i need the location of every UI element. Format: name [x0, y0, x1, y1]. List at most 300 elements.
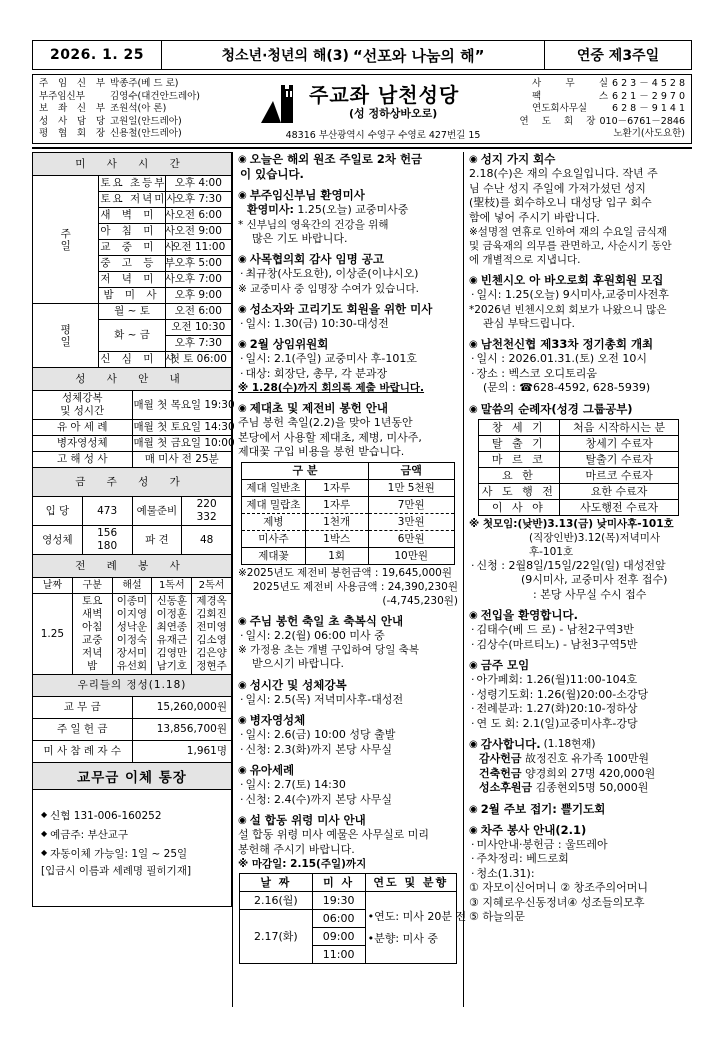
notice-line — [469, 838, 688, 853]
notice-line — [469, 352, 688, 367]
donation-line — [469, 781, 688, 796]
clergy-row: 보 좌 신 부 조원석(아 론) — [39, 103, 167, 115]
liturgy-second-readers — [192, 594, 232, 675]
notice-text: 일시: 1.25(오늘) 9시미사,교중미사전후 — [476, 288, 669, 301]
bullet-icon: ◆ — [41, 848, 48, 857]
notice-heading-text: 2월 주보 접기: 쁠기도회 — [480, 801, 606, 816]
memorial-time: 09:00 — [312, 928, 365, 946]
mass-name: 중 고 등 부 — [99, 256, 165, 272]
col-reading1: 1독서 — [152, 578, 192, 594]
notice-line — [238, 778, 458, 793]
dot-icon: · — [240, 692, 244, 706]
bullet-icon: ◉ — [469, 403, 478, 415]
notice-overseas-aid — [238, 152, 458, 182]
notice-text-cont: (9시미사, 교중미사 전후 접수) — [521, 573, 668, 586]
bullet-icon: ◆ — [41, 829, 48, 838]
dot-icon: · — [471, 716, 475, 730]
notice-line — [469, 673, 688, 688]
notice-line — [469, 367, 688, 382]
bullet-icon: ◉ — [469, 824, 478, 836]
clergy-row: 성 사 담 당 고원일(안드레아) — [39, 115, 182, 127]
notice-paragraph-line: 주님 봉헌 축일(2.2)을 맞아 1년동안 — [238, 416, 413, 429]
notice-heading — [469, 658, 688, 673]
table-row — [33, 176, 232, 192]
mass-name: 밤 미 사 — [99, 288, 165, 304]
contact-person: 노환기(사도요한) — [613, 128, 685, 140]
dot-icon: · — [240, 267, 244, 280]
donation-detail: 김종현외5명 50,000원 — [535, 781, 649, 794]
contact-row: 사 무 실 6 2 3 － 4 5 2 8 — [532, 78, 685, 89]
donation-detail: 故정진호 유가족 100만원 — [525, 752, 650, 765]
notice-text: 성령기도회: 1.26(월)20:00-소강당 — [476, 687, 649, 701]
offering-total-line: (-4,745,230원) — [382, 594, 458, 607]
liturgy-first-readers — [152, 594, 192, 675]
sacrament-time: 매월 첫 금요일 10:00 — [132, 436, 232, 452]
table-row — [33, 391, 232, 420]
bulletin-theme — [162, 41, 545, 69]
bullet-icon: ◉ — [238, 154, 247, 165]
bible-requirement: 요한 수료자 — [559, 483, 678, 499]
notice-text: 신청 : 2월8일/15일/22일(일) 대성전앞 — [476, 558, 666, 572]
memorial-date: 2.16(월) — [240, 892, 313, 910]
dot-icon: · — [471, 702, 475, 715]
notice-heading — [238, 713, 458, 728]
mass-name: 토요 저녁미사 — [99, 192, 165, 208]
notice-line — [238, 352, 458, 367]
reader: 김영만 — [156, 647, 187, 659]
memorial-date: 2.17(화) — [240, 910, 313, 964]
mass-time: 오후 9:00 — [165, 288, 231, 304]
notice-new-members-welcome — [469, 608, 688, 652]
offering-total-line: ※2025년도 제전비 봉헌금액 : 19,645,000원 — [238, 566, 452, 579]
cleaning-group-line: ③ 지혜로우신동정녀④ 성조들의모후 — [469, 895, 645, 909]
col-date: 날 짜 — [240, 874, 313, 892]
sunday-group-label: 주 일 — [33, 176, 99, 304]
notice-line — [469, 288, 688, 303]
notice-paragraph-line: 함에 넣어 주시기 바랍니다. — [469, 210, 600, 224]
notice-heading-suffix: (1.18현재) — [543, 738, 596, 750]
item-unit: 1천개 — [305, 513, 368, 530]
bullet-icon: ◉ — [238, 815, 247, 826]
notice-note: ※ 가정용 초는 개별 구입하여 당일 축복 — [238, 644, 419, 656]
notice-weekly-meetings — [469, 658, 688, 731]
notice-vincent-de-paul-members — [469, 273, 688, 331]
notice-heading-text: 금주 모임 — [480, 658, 530, 672]
col-item: 구 분 — [242, 462, 368, 479]
notice-paragraph-line: (聖枝)를 회수하오니 대성당 입구 회수 — [469, 196, 652, 209]
liturgical-season: 연중 제3주일 — [576, 48, 660, 64]
dot-icon: · — [471, 837, 475, 851]
notice-text: 최규창(사도요한), 이상준(이냐시오) — [245, 267, 419, 280]
mass-time: 첫 토 06:00 — [165, 352, 231, 368]
contact-row: 팩 스 6 2 1 － 2 9 7 0 — [532, 90, 685, 102]
liturgy-types — [72, 594, 112, 675]
notice-heading-text: 감사합니다. — [480, 737, 541, 751]
hymn-label: 영성체 — [33, 526, 83, 555]
sacrament-name-line2: 및 성시간 — [60, 405, 105, 417]
notice-line — [238, 317, 458, 332]
table-row — [33, 697, 232, 719]
donation-line — [469, 752, 688, 767]
account-title: 교무금 이체 통장 — [32, 762, 232, 789]
notice-line — [469, 688, 688, 703]
reader: 김은양 — [196, 647, 227, 659]
notice-text: 신청: 2.4(수)까지 본당 사무실 — [245, 792, 393, 806]
item-unit: 1박스 — [305, 530, 368, 547]
notice-feb-standing-committee — [238, 337, 458, 395]
bullet-icon: ◉ — [238, 303, 247, 315]
notice-heading — [238, 337, 458, 352]
notice-note-cont: 관심 부탁드립니다. — [483, 316, 576, 330]
offering-amount: 13,856,700원 — [132, 719, 232, 741]
notice-text: 일시: 2.2(월) 06:00 미사 중 — [245, 628, 385, 642]
notice-heading-text: 전입을 환영합니다. — [480, 608, 578, 622]
account-text: 예금주: 부산교구 — [50, 829, 129, 841]
notice-contact: (문의 : ☎628-4592, 628-5939) — [483, 381, 651, 394]
notice-line — [469, 852, 688, 867]
account-text: 자동이체 가능일: 1일 ~ 25일 — [50, 848, 188, 860]
hymns-title: 금 주 성 가 — [33, 468, 232, 497]
offering-total-line: 2025년도 제전비 사용금액 : 24,390,230원 — [252, 580, 458, 593]
notice-line — [238, 203, 458, 218]
reader: 전미영 — [196, 621, 227, 633]
mass-time: 오전 10:30 — [165, 320, 231, 336]
dot-icon: · — [471, 366, 475, 380]
notice-line — [469, 638, 688, 653]
notice-note-cont: 받으시기 바랍니다. — [252, 657, 345, 670]
hymn-label: 입 당 — [33, 497, 83, 526]
mass-schedule-table — [32, 152, 232, 368]
bulletin-titlebar — [32, 40, 692, 70]
notice-paragraph-line: 2.18(수)은 재의 수요일입니다. 작년 주 — [469, 167, 658, 180]
notice-heading-text: 설 합동 위령 미사 안내 — [249, 813, 366, 827]
clergy-row: 주 임 신 부 박종주(베 드 로) — [39, 78, 179, 89]
notice-text: 일시: 2.5(목) 저녁미사후-대성전 — [245, 692, 404, 706]
notice-deadline: ※ 마감일: 2.15(주일)까지 — [238, 858, 367, 870]
bullet-icon: ◉ — [469, 660, 478, 671]
notice-paragraph-line: 님 수난 성지 주일에 가져가셨던 성지 — [469, 181, 646, 195]
notice-heading — [238, 188, 458, 203]
donation-label: 감사헌금 — [479, 752, 522, 765]
notice-infant-baptism — [238, 763, 458, 807]
notice-feb-bulletin-folding — [469, 802, 688, 817]
notice-heading — [469, 737, 688, 752]
mass-time: 오후 4:00 — [165, 176, 231, 192]
notice-line — [238, 267, 458, 282]
clergy-label: 부주임신부 — [39, 90, 85, 102]
table-row — [33, 304, 232, 320]
liturgy-type: 밤 — [87, 660, 98, 672]
cleaning-group-line: ⑤ 하늘의문 — [469, 910, 525, 923]
account-text: 신협 131-006-160252 — [50, 810, 162, 822]
offerings-table — [32, 674, 232, 763]
contact-value: 6 2 8 － 9 1 4 1 — [612, 103, 685, 115]
table-row — [33, 420, 232, 436]
church-name: 주교좌 남천성당 — [309, 83, 460, 107]
col-incense: 연도 및 분향 — [365, 874, 456, 892]
offering-amount: 15,260,000원 — [132, 697, 232, 719]
notice-line — [469, 867, 688, 882]
contact-row — [515, 103, 685, 116]
liturgy-commentators — [112, 594, 152, 675]
contact-value: 6 2 3 － 4 5 2 8 — [612, 78, 685, 89]
sacrament-time: 매 미사 전 25분 — [132, 452, 232, 468]
notice-line — [469, 559, 688, 574]
notice-first-meeting: ※ 첫모임:(낮반)3.13(금) 낮미사후-101호 — [469, 517, 674, 530]
clergy-name: 김영수(대건안드레아) — [110, 90, 201, 102]
notice-altar-candle-offering — [238, 401, 458, 608]
col-type: 구분 — [72, 578, 112, 594]
reader: 정현주 — [196, 660, 227, 672]
hymn-label: 예물준비 — [132, 497, 182, 526]
bullet-icon: ◆ — [41, 810, 48, 819]
reader: 제경옥 — [196, 595, 227, 607]
offering-amount: 1,961명 — [132, 741, 232, 763]
table-row — [478, 419, 678, 435]
item-unit: 1회 — [305, 547, 368, 564]
notice-heading — [469, 402, 688, 417]
sacrament-name — [33, 391, 133, 420]
table-header-row — [242, 462, 454, 479]
reader: 남기호 — [156, 660, 187, 672]
notice-text: 1.25(오늘) 교중미사중 — [293, 203, 409, 216]
notice-text: 신청: 2.3(화)까지 본당 사무실 — [245, 742, 393, 756]
notice-text: 일시: 2.1(주일) 교중미사 후-101호 — [245, 352, 417, 365]
item-unit: 1자루 — [305, 496, 368, 513]
notice-note-cont: 많은 기도 바랍니다. — [252, 231, 348, 245]
dot-icon: · — [240, 628, 244, 642]
notice-text: 일시: 2.6(금) 10:00 성당 출발 — [245, 728, 396, 741]
col-date: 날짜 — [33, 578, 73, 594]
table-header-row — [33, 578, 232, 594]
reader: 김소영 — [196, 634, 227, 646]
notice-text: 장소 : 벡스코 오디토리움 — [476, 366, 597, 380]
right-column — [464, 152, 692, 1007]
clergy-name: 조원석(아 론) — [110, 103, 167, 115]
mass-name: 저 녁 미 사 — [99, 272, 165, 288]
bullet-icon: ◉ — [469, 339, 478, 350]
church-logo-icon — [259, 83, 303, 127]
dot-icon: · — [471, 623, 475, 636]
item-amount: 6만원 — [368, 530, 454, 547]
item-name: 제대 일반초 — [242, 479, 305, 496]
bullet-icon: ◉ — [238, 403, 247, 414]
dot-icon: · — [240, 366, 244, 380]
cleaning-group-line: ① 자모이신어머니 ② 창조주의어머니 — [469, 881, 648, 894]
side-note: •연도: 미사 20분 전 — [367, 909, 467, 923]
hymn-number-line2: 180 — [97, 540, 118, 552]
notice-welcome-priest — [238, 188, 458, 246]
sacrament-name: 병자영성체 — [33, 436, 133, 452]
notice-line — [238, 629, 458, 644]
reader: 최연종 — [156, 621, 187, 633]
weekday-group-label: 평 일 — [33, 304, 99, 368]
sacrament-time: 매월 첫 토요일 14:30 — [132, 420, 232, 436]
bible-requirement: 처음 시작하시는 분 — [559, 419, 678, 435]
clergy-name: 박종주(베 드 로) — [110, 78, 179, 89]
item-amount: 10만원 — [368, 547, 454, 564]
dot-icon: · — [240, 742, 244, 756]
dot-icon: · — [471, 673, 475, 686]
notice-deadline: ※ 1.28(수)까지 회의록 제출 바랍니다. — [238, 382, 425, 394]
sacraments-title: 성 사 안 내 — [33, 368, 232, 391]
notice-heading — [238, 614, 458, 629]
notice-line — [238, 793, 458, 808]
mass-name: 아 침 미 사 — [99, 224, 165, 240]
dot-icon: · — [471, 352, 475, 365]
liturgy-type: 토요 — [82, 595, 103, 607]
commentator: 성낙운 — [116, 621, 148, 633]
col-mass: 미 사 — [312, 874, 365, 892]
dot-icon: · — [471, 558, 475, 572]
liturgy-type: 저녁 — [82, 647, 103, 659]
notice-text: 청소(1.31): — [476, 866, 535, 880]
notice-line — [469, 623, 688, 638]
mass-schedule-title: 미 사 시 간 — [33, 153, 232, 176]
donation-label: 건축헌금 — [479, 766, 522, 780]
clergy-name: 신용철(안드레아) — [110, 128, 182, 140]
bullet-icon: ◉ — [238, 715, 247, 726]
memorial-time: 19:30 — [312, 892, 365, 910]
notice-heading — [238, 763, 458, 778]
notice-line — [238, 693, 458, 708]
sacraments-table — [32, 367, 235, 468]
notice-text: 김상수(마르티노) - 남천3구역5반 — [476, 637, 638, 651]
notice-heading — [238, 813, 458, 828]
notice-holy-hour — [238, 678, 458, 708]
mass-name: 월 ~ 토 — [99, 304, 165, 320]
mass-time: 오전 6:00 — [165, 208, 231, 224]
account-line — [41, 844, 227, 863]
hymn-number-line1: 220 — [196, 498, 217, 510]
reader: 이정훈 — [156, 608, 187, 620]
mass-time: 오후 5:00 — [165, 256, 231, 272]
bullet-icon: ◉ — [469, 154, 478, 165]
notice-text: 일시 : 2026.01.31.(토) 오전 10시 — [476, 352, 648, 365]
commentator: 장서미 — [116, 647, 148, 659]
notice-heading — [238, 252, 458, 267]
bullet-icon: ◉ — [238, 190, 247, 201]
notice-heading — [469, 608, 688, 623]
account-line — [41, 825, 227, 844]
church-address: 48316 부산광역시 수영구 수영로 427번길 15 — [285, 130, 481, 141]
bible-requirement: 탈출기 수료자 — [559, 451, 678, 467]
notice-heading-text: 주님 봉헌 축일 초 축복식 안내 — [249, 613, 404, 628]
bible-book: 이 사 야 — [478, 499, 559, 515]
clergy-row — [39, 91, 251, 104]
notice-heading — [238, 152, 458, 167]
contact-row: 연 도 회 장 010－6761－2846 — [519, 115, 685, 127]
church-identity — [251, 75, 515, 143]
notice-next-week-service — [469, 823, 688, 925]
hymn-label: 파 견 — [132, 526, 182, 555]
bullet-icon: ◉ — [238, 339, 247, 350]
notice-palm-collection — [469, 152, 688, 267]
notice-heading-text: 차주 봉사 안내(2.1) — [480, 822, 587, 837]
donation-line — [469, 767, 688, 782]
sacrament-name-line1: 성체강복 — [61, 392, 103, 404]
sacrament-name: 유 아 세 례 — [33, 420, 133, 436]
mass-time: 오전 9:00 — [165, 224, 231, 240]
item-amount: 3만원 — [368, 513, 454, 530]
notice-text: 일시: 2.7(토) 14:30 — [245, 778, 346, 791]
notice-bible-study-pilgrim — [469, 402, 688, 603]
offering-label: 미 사 참 례 자 수 — [33, 741, 133, 763]
memorial-mass-table — [239, 873, 467, 964]
col-commentator: 해설 — [112, 578, 152, 594]
notice-text-cont: : 본당 사무실 수시 접수 — [533, 587, 647, 601]
notice-lead: 환영미사: — [247, 203, 294, 216]
bible-requirement: 사도행전 수료자 — [559, 499, 678, 515]
dot-icon: · — [240, 778, 244, 791]
table-row — [242, 530, 454, 547]
table-row — [33, 497, 232, 526]
notice-lunar-new-year-memorial — [238, 813, 467, 964]
notice-text: 전례분과: 1.27(화)20:10-정하상 — [476, 702, 638, 715]
mass-time: 오전 6:00 — [165, 304, 231, 320]
bulletin-page — [0, 40, 724, 1063]
notice-pastoral-council-auditor — [238, 252, 458, 296]
altar-price-table — [241, 462, 454, 565]
memorial-time: 11:00 — [312, 946, 365, 964]
hymns-table — [32, 467, 232, 555]
bullet-icon: ◉ — [469, 610, 478, 621]
notice-heading-text: 빈첸시오 아 바오로회 후원회원 모집 — [480, 273, 664, 287]
liturgy-title: 전 례 봉 사 — [33, 555, 232, 578]
bible-requirement: 창세기 수료자 — [559, 435, 678, 451]
liturgy-type: 교중 — [82, 634, 103, 646]
mass-time: 오후 7:30 — [165, 192, 231, 208]
memorial-time: 06:00 — [312, 910, 365, 928]
notice-text: 일시: 1.30(금) 10:30-대성전 — [245, 316, 389, 330]
table-row — [478, 483, 678, 499]
hymn-number — [182, 497, 232, 526]
clergy-list — [33, 75, 251, 143]
bible-book: 탈 출 기 — [478, 435, 559, 451]
notice-heading — [469, 337, 688, 352]
notice-line — [469, 702, 688, 717]
bulletin-date: 2026. 1. 25 — [33, 41, 162, 69]
dot-icon: · — [471, 637, 475, 651]
notice-first-meeting-cont: (직장인반)3.12(목)저녁미사후-101호 — [529, 531, 661, 558]
masthead — [32, 74, 692, 144]
col-reading2: 2독서 — [192, 578, 232, 594]
notice-heading-text: 오늘은 해외 원조 주일로 2차 헌금 — [249, 152, 423, 166]
theme-prefix: 청소년·청년의 해(3) — [221, 48, 349, 64]
notice-note: *2026년 빈첸시오회 회보가 나왔으니 많은 — [469, 303, 667, 316]
table-row — [478, 451, 678, 467]
table-row — [242, 479, 454, 496]
table-row — [33, 452, 232, 468]
notice-line — [238, 728, 458, 743]
notice-credit-union-meeting — [469, 337, 688, 396]
table-header-row — [240, 874, 457, 892]
notice-line — [469, 717, 688, 732]
item-unit: 1자루 — [305, 479, 368, 496]
notice-heading-text: 성지 가지 회수 — [480, 152, 556, 166]
bullet-icon: ◉ — [238, 254, 247, 265]
contact-label: 연도회사무실 — [532, 103, 588, 115]
bible-book: 사 도 행 전 — [478, 483, 559, 499]
notice-heading-text: 사목협의회 감사 임명 공고 — [249, 252, 384, 266]
item-name: 미사주 — [242, 530, 305, 547]
contact-value: 010－6761－2846 — [599, 115, 685, 127]
notice-paragraph-line: 제대꽃 구입 비용을 봉헌 받습니다. — [238, 445, 405, 458]
clergy-row: 평 협 회 장 신용철(안드레아) — [39, 128, 182, 140]
bible-book: 창 세 기 — [478, 419, 559, 435]
table-row — [478, 435, 678, 451]
commentator: 유선회 — [116, 660, 148, 672]
